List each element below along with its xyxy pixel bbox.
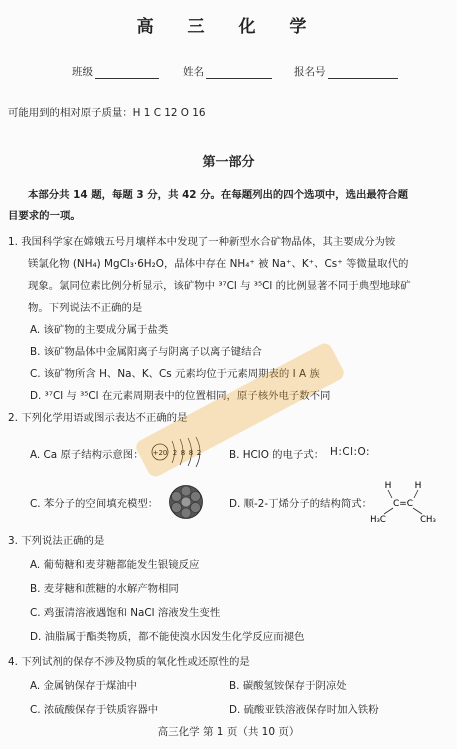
- exam-number-label: 报名号: [294, 66, 326, 78]
- q1-option-d: D. ³⁷Cl 与 ³⁵Cl 在元素周期表中的位置相同，原子核外电子数不同: [30, 390, 331, 402]
- butene-ch3-right: CH₃: [420, 515, 436, 524]
- q4-option-b: B. 碳酸氢铵保存于阴凉处: [229, 680, 347, 692]
- cis-2-butene-structure: [366, 478, 438, 524]
- butene-h-left: H: [384, 481, 392, 491]
- benzene-atom-5: [172, 503, 182, 513]
- ca-shell-count-1: 2: [172, 449, 178, 457]
- name-blank: [206, 66, 272, 79]
- class-field: [72, 64, 159, 79]
- q3-stem: 3. 下列说法正确的是: [8, 535, 105, 547]
- hclo-electron-formula: H:Cl:O:: [330, 446, 370, 458]
- benzene-atom-1: [181, 486, 191, 496]
- exam-number-field: [294, 64, 398, 79]
- q3-option-a: A. 葡萄糖和麦芽糖都能发生银镜反应: [30, 559, 200, 571]
- q4-stem: 4. 下列试剂的保存不涉及物质的氧化性或还原性的是: [8, 656, 250, 668]
- section-title: 第一部分: [202, 155, 255, 170]
- butene-bond-ch3-left: [384, 508, 393, 514]
- ca-shell-count-3: 8: [188, 449, 194, 457]
- q2-option-c: C. 苯分子的空间填充模型：: [30, 498, 159, 510]
- q3-option-c: C. 鸡蛋清溶液遇饱和 NaCl 溶液发生变性: [30, 607, 221, 619]
- q1-option-c: C. 该矿物所含 H、Na、K、Cs 元素均位于元素周期表的 I A 族: [30, 368, 320, 380]
- class-blank: [95, 66, 159, 79]
- q4-option-d: D. 硫酸亚铁溶液保存时加入铁粉: [229, 704, 379, 716]
- page-title: 高 三 化 学: [136, 17, 321, 37]
- ca-nucleus-label: +20: [152, 449, 168, 457]
- section-instructions-2: 目要求的一项。: [8, 210, 81, 222]
- butene-bond-h-right: [414, 490, 418, 498]
- benzene-space-filling-model: [168, 484, 204, 520]
- benzene-atom-6: [172, 492, 182, 502]
- q2-option-a: A. Ca 原子结构示意图：: [30, 449, 144, 461]
- page-footer: 高三化学 第 1 页（共 10 页）: [157, 726, 300, 738]
- benzene-center: [181, 497, 191, 507]
- q1-option-a: A. 该矿物的主要成分属于盐类: [30, 324, 169, 336]
- class-label: 班级: [72, 66, 93, 78]
- name-label: 姓名: [183, 66, 204, 78]
- q2-stem: 2. 下列化学用语或图示表达不正确的是: [8, 412, 188, 424]
- exam-number-blank: [328, 66, 398, 79]
- benzene-atom-2: [191, 492, 201, 502]
- butene-bond-h-left: [388, 490, 392, 498]
- q1-option-b: B. 该矿物晶体中金属阳离子与阴离子以离子键结合: [30, 346, 262, 358]
- q1-stem-2: 镁氯化物 (NH₄) MgCl₃·6H₂O，晶体中存在 NH₄⁺ 被 Na⁺、K⁺、Cs⁺ 等微量取代的: [28, 258, 409, 270]
- butene-h-right: H: [414, 481, 422, 491]
- butene-double-bond: C=C: [392, 499, 414, 509]
- q2-option-b: B. HClO 的电子式：: [229, 449, 325, 461]
- ca-shell-count-4: 2: [196, 449, 202, 457]
- atomic-masses: 可能用到的相对原子质量：H 1 C 12 O 16: [8, 107, 206, 119]
- ca-atom-diagram: [148, 432, 212, 472]
- q1-stem-1: 1. 我国科学家在嫦娥五号月壤样本中发现了一种新型水合矿物晶体，其主要成分为铵: [8, 236, 396, 248]
- butene-ch3-left: H₃C: [370, 515, 386, 524]
- butene-bond-ch3-right: [413, 508, 422, 514]
- q1-stem-4: 物。下列说法不正确的是: [28, 302, 143, 314]
- name-field: [183, 64, 272, 79]
- q3-option-d: D. 油脂属于酯类物质，都不能使溴水因发生化学反应而褪色: [30, 631, 305, 643]
- section-instructions-1: 本部分共 14 题，每题 3 分，共 42 分。在每题列出的四个选项中，选出最符合题: [28, 189, 408, 201]
- benzene-atom-3: [191, 503, 201, 513]
- benzene-atom-4: [181, 508, 191, 518]
- q3-option-b: B. 麦芽糖和蔗糖的水解产物相同: [30, 583, 179, 595]
- q4-option-a: A. 金属钠保存于煤油中: [30, 680, 138, 692]
- student-info-row: [72, 64, 398, 79]
- q2-option-d: D. 顺-2-丁烯分子的结构简式：: [229, 498, 373, 510]
- q4-option-c: C. 浓硫酸保存于铁质容器中: [30, 704, 159, 716]
- ca-shell-count-2: 8: [180, 449, 186, 457]
- q1-stem-3: 现象。氯同位素比例分析显示，该矿物中 ³⁷Cl 与 ³⁵Cl 的比例显著不同于典型地球矿: [28, 280, 411, 292]
